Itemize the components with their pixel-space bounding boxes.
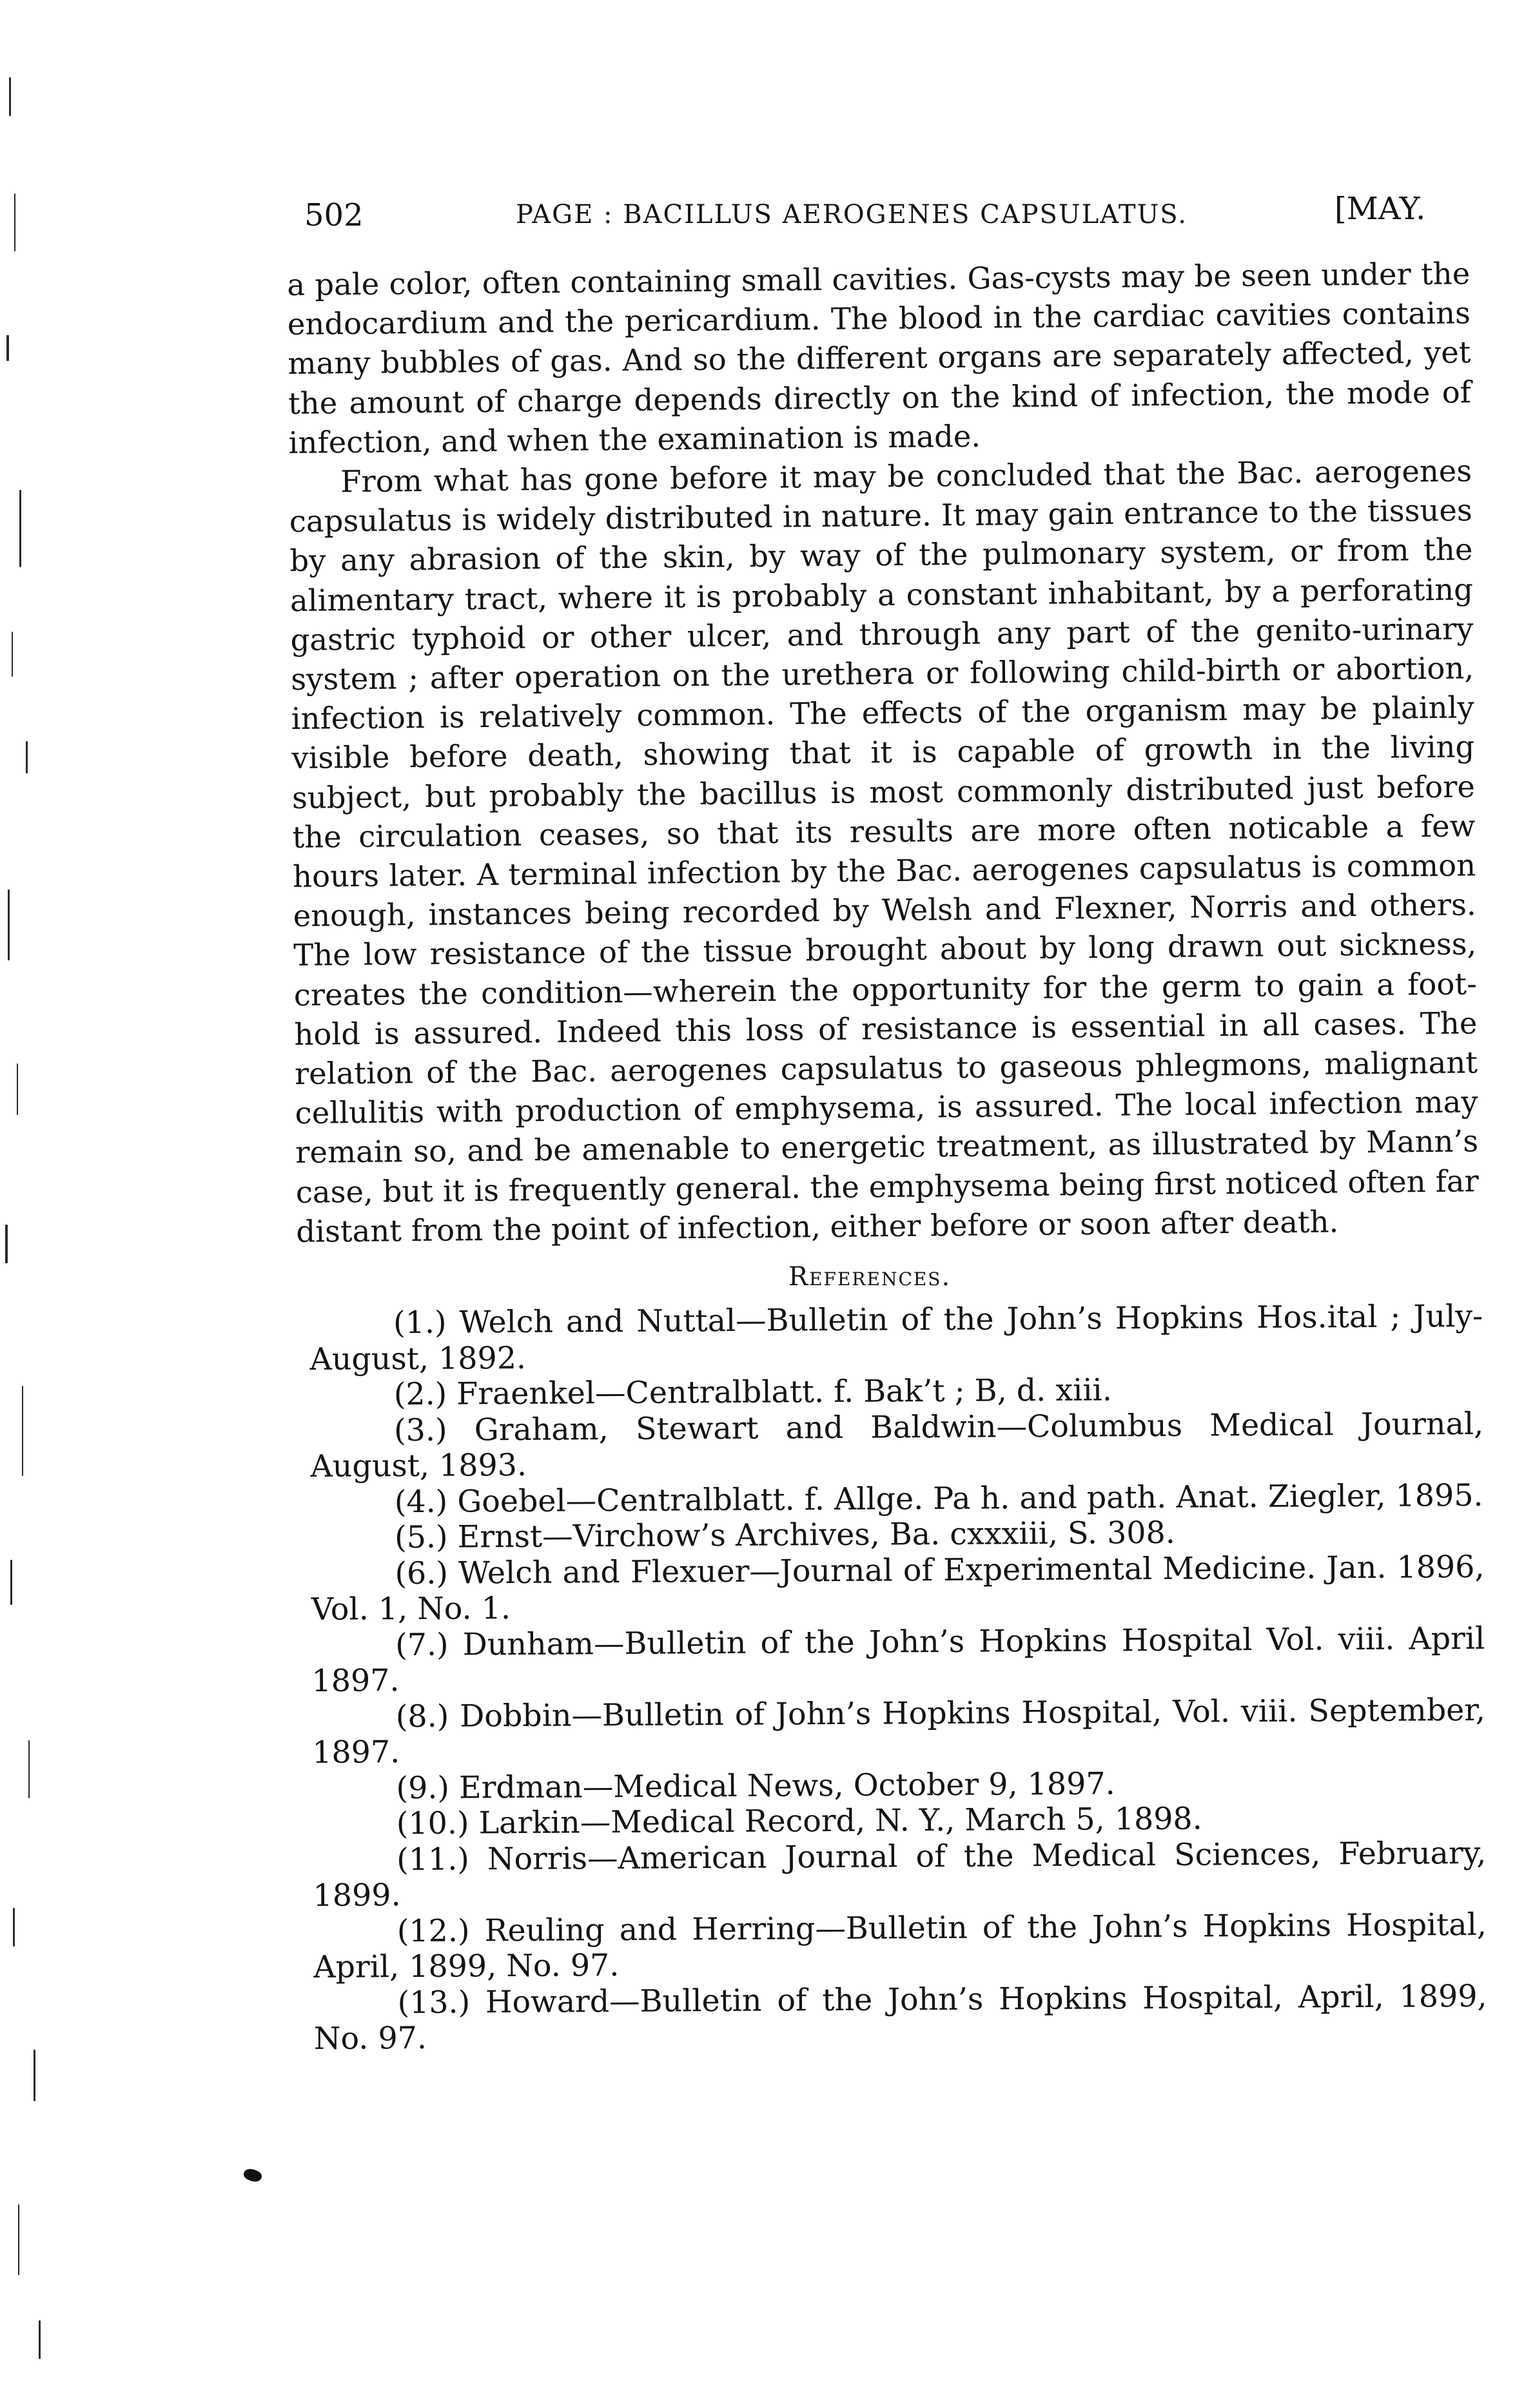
reference-item: (1.) Welch and Nuttal—Bulletin of the John’s Hopkins Hos.ital ; July-August, 1892. bbox=[309, 1298, 1483, 1377]
references-list bbox=[309, 1299, 1487, 2057]
running-head: PAGE : BACILLUS AEROGENES CAPSULATUS. bbox=[516, 200, 1188, 229]
reference-item: (11.) Norris—American Journal of the Medical Sciences, February, 1899. bbox=[313, 1835, 1487, 1914]
reference-item: (8.) Dobbin—Bulletin of John’s Hopkins Hospital, Vol. viii. September, 1897. bbox=[312, 1692, 1486, 1771]
page-header bbox=[290, 191, 1451, 242]
issue-month: [MAY. bbox=[1335, 191, 1426, 227]
reference-item: (2.) Fraenkel—Centralblatt. f. Bak’t ; B, d. xiii. bbox=[393, 1372, 1113, 1413]
reference-item: (7.) Dunham—Bulletin of the John’s Hopkins Hospital Vol. viii. April 1897. bbox=[311, 1620, 1485, 1699]
binding-edge-noise bbox=[0, 0, 71, 2408]
reference-item: (6.) Welch and Flexuer—Journal of Experimental Medicine. Jan. 1896, Vol. 1, No. 1. bbox=[311, 1549, 1485, 1627]
body-text bbox=[287, 254, 1480, 1252]
reference-item: (3.) Graham, Stewart and Baldwin—Columbus Medical Journal, August, 1893. bbox=[310, 1406, 1484, 1484]
reference-item: (5.) Ernst—Virchow’s Archives, Ba. cxxxiii, S. 308. bbox=[395, 1515, 1176, 1556]
reference-item: (13.) Howard—Bulletin of the John’s Hopkins Hospital, April, 1899, No. 97. bbox=[313, 1978, 1487, 2057]
reference-item: (12.) Reuling and Herring—Bulletin of the John’s Hopkins Hospital, April, 1899, No. 97. bbox=[313, 1907, 1487, 1985]
reference-item: (9.) Erdman—Medical News, October 9, 1897. bbox=[396, 1765, 1115, 1806]
reference-item: (4.) Goebel—Centralblatt. f. Allge. Pa h. and path. Anat. Ziegler, 1895. bbox=[394, 1477, 1483, 1520]
reference-item: (10.) Larkin—Medical Record, N. Y., March 5, 1898. bbox=[396, 1801, 1202, 1842]
body-paragraph: a pale color, often containing small cavities. Gas-cysts may be seen under the endocardium and the pericardium. The blood in the cardiac cavities contains many bubbles of gas. And so the different organs are separately affected, yet the amount of charge depends directly on the kind of infection, the mode of infection, and when the examination is made. bbox=[287, 256, 1472, 460]
ink-blot-mark bbox=[242, 2167, 263, 2184]
references-heading: References. bbox=[788, 1262, 952, 1292]
page-number: 502 bbox=[304, 197, 364, 233]
body-paragraph: From what has gone before it may be concluded that the Bac. aerogenes capsulatus is widely distributed in nature. It may gain entrance to the tissues by any abrasion of the skin, by way of the pulmonary system, or from the alimentary tract, where it is probably a constant inhabitant, by a perforating gastric typhoid or other ulcer, and through any part of the genito-urinary system ; after operation on the urethera or following child-birth or abortion, infection is relatively common. The effects of the organism may be plainly visible before death, showing that it is capable of growth in the living subject, but probably the bacillus is most commonly distributed just before the circulation ceases, so that its results are more often noticable a few hours later. A terminal infection by the Bac. aerogenes capsulatus is common enough, instances being recorded by Welsh and Flexner, Norris and others. The low resistance of the tissue brought about by long drawn out sickness, creates the condition—wherein the opportunity for the germ to gain a foot-hold is assured. Indeed this loss of resistance is essential in all cases. The relation of the Bac. aerogenes capsulatus to gaseous phlegmons, malignant cellulitis with production of emphysema, is assured. The local infection may remain so, and be amenable to energetic treatment, as illustrated by Mann’s case, but it is frequently general. the emphysema being first noticed often far distant from the point of infection, either before or soon after death. bbox=[289, 453, 1479, 1249]
